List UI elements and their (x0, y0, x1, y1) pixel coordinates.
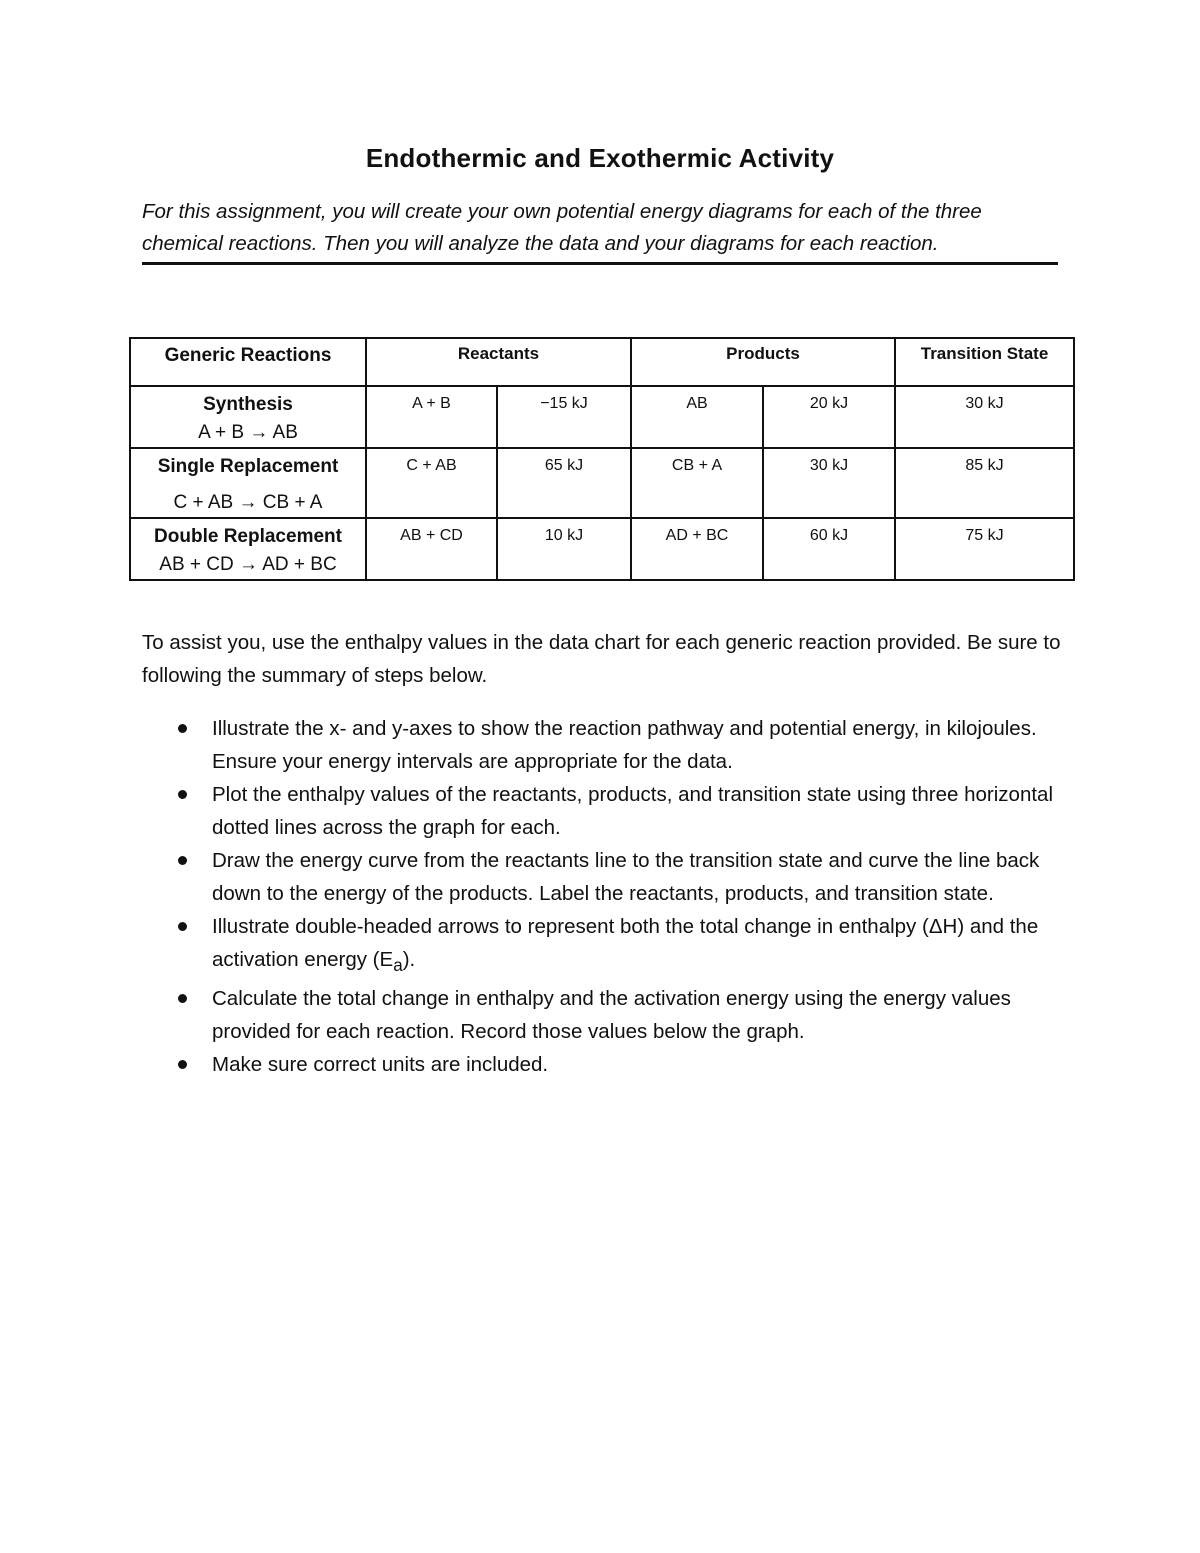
bullet-icon (178, 856, 187, 865)
reaction-data-table (129, 337, 1075, 581)
step-text (212, 915, 1039, 976)
document-title: Endothermic and Exothermic Activity (365, 143, 835, 173)
reaction-cell (130, 386, 366, 448)
product-species: AD + BC (631, 518, 763, 580)
table-header-row (130, 338, 1074, 386)
reactant-energy: 10 kJ (497, 518, 631, 580)
transition-energy: 30 kJ (895, 386, 1074, 448)
reactant-species: AB + CD (366, 518, 497, 580)
list-item (142, 778, 1062, 844)
header-transition-state: Transition State (895, 338, 1074, 386)
step-text-end: ). (402, 948, 416, 971)
reactant-species: C + AB (366, 448, 497, 518)
assist-paragraph: To assist you, use the enthalpy values in the data chart for each generic reaction provided. Be sure to following the summary of steps below. (142, 631, 1061, 687)
reaction-name: Single Replacement (157, 456, 339, 477)
bullet-icon (178, 1060, 187, 1069)
list-item (142, 844, 1062, 910)
transition-energy: 75 kJ (895, 518, 1074, 580)
step-text: Make sure correct units are included. (212, 1053, 549, 1077)
list-item (142, 1048, 1062, 1081)
intro-paragraph: For this assignment, you will create your own potential energy diagrams for each of the three chemical reactions. Then you will analyze the data and your diagrams for each reaction. (142, 196, 1058, 265)
step-text: Illustrate the x- and y-axes to show the reaction pathway and potential energy, in kilojoules. Ensure your energy intervals are appropriate for the data. (212, 717, 1037, 773)
bullet-icon (178, 790, 187, 799)
reaction-name: Double Replacement (154, 526, 342, 547)
table-row (130, 386, 1074, 448)
bullet-icon (178, 724, 187, 733)
reactant-energy: −15 kJ (497, 386, 631, 448)
product-energy: 20 kJ (763, 386, 895, 448)
reaction-name: Synthesis (203, 394, 293, 415)
product-species: CB + A (631, 448, 763, 518)
header-generic-reactions: Generic Reactions (130, 338, 366, 386)
reactant-energy: 65 kJ (497, 448, 631, 518)
step-text: Plot the enthalpy values of the reactants, products, and transition state using three horizontal dotted lines across the graph for each. (212, 783, 1054, 839)
product-species: AB (631, 386, 763, 448)
product-energy: 60 kJ (763, 518, 895, 580)
bullet-icon (178, 994, 187, 1003)
header-products: Products (631, 338, 895, 386)
step-text: Calculate the total change in enthalpy and the activation energy using the energy values provided for each reaction. Record those values below the graph. (212, 987, 1011, 1044)
list-item (142, 910, 1062, 982)
list-item (142, 712, 1062, 778)
table-row (130, 518, 1074, 580)
reaction-equation: C + AB → CB + A (173, 492, 323, 513)
reaction-cell (130, 448, 366, 518)
list-item (142, 982, 1062, 1048)
step-text-main: Illustrate double-headed arrows to represent both the total change in enthalpy (ΔH) and the activation energy (E (212, 915, 1039, 971)
reactant-species: A + B (366, 386, 497, 448)
product-energy: 30 kJ (763, 448, 895, 518)
header-reactants: Reactants (366, 338, 631, 386)
reaction-equation: AB + CD → AD + BC (159, 554, 337, 575)
steps-list (142, 712, 1062, 1081)
table-row (130, 448, 1074, 518)
bullet-icon (178, 922, 187, 931)
subscript: a (393, 956, 403, 976)
step-text: Draw the energy curve from the reactants line to the transition state and curve the line back down to the energy of the products. Label the reactants, products, and transition state. (212, 849, 1040, 905)
transition-energy: 85 kJ (895, 448, 1074, 518)
reaction-cell (130, 518, 366, 580)
reaction-equation: A + B → AB (198, 422, 298, 443)
